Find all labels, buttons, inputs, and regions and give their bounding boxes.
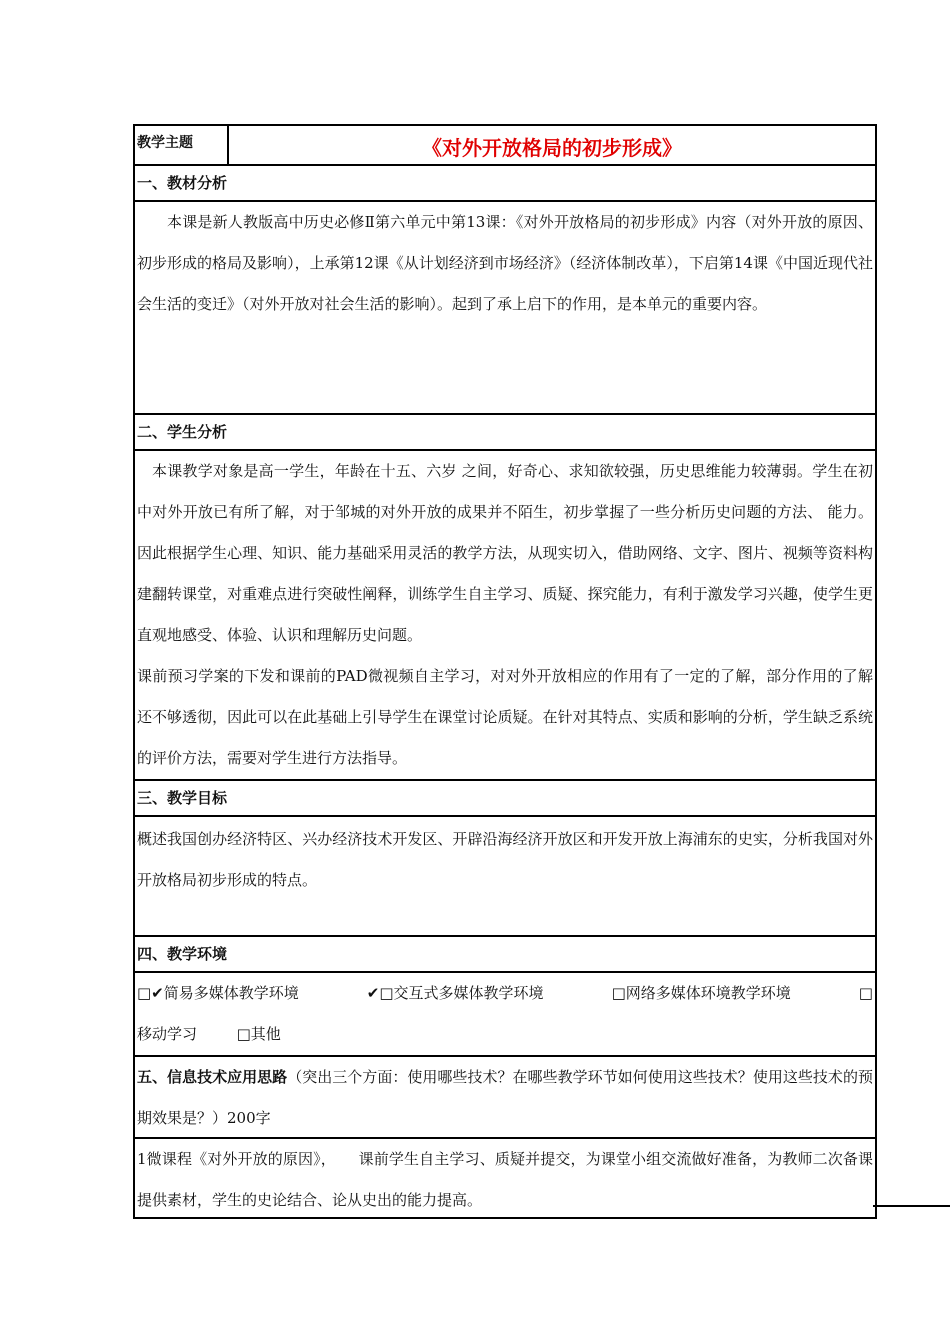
section-heading-it-application <box>135 1057 875 1139</box>
section-heading-students: 二、学生分析 <box>135 415 875 451</box>
env-option-other[interactable]: □其他 <box>236 1025 281 1043</box>
env-option-interactive-multimedia[interactable]: ✔□交互式多媒体教学环境 <box>366 984 544 1002</box>
section-heading-materials: 一、教材分析 <box>135 166 875 202</box>
it-application-text: 1微课程《对外开放的原因》， 课前学生自主学习、质疑并提交，为课堂小组交流做好准备，为教师二次备课提供素材，学生的史论结合、论从史出的能力提高。 <box>135 1139 875 1219</box>
materials-analysis-text: 本课是新人教版高中历史必修Ⅱ第六单元中第13课：《对外开放格局的初步形成》内容（对外开放的原因、初步形成的格局及影响），上承第12课《从计划经济到市场经济》（经济体制改革），下启第14课《中国近现代社会生活的变迁》（对外开放对社会生活的影响）。起到了承上启下的作用，是本单元的重要内容。 <box>135 202 875 415</box>
students-analysis-text-1: 本课教学对象是高一学生，年龄在十五、六岁 之间，好奇心、求知欲较强，历史思维能力较薄弱。学生在初中对外开放已有所了解，对于邹城的对外开放的成果并不陌生，初步掌握了一些分析历史问题的方法、 能力。因此根据学生心理、知识、能力基础采用灵活的教学方法，从现实切入，借助网络、文字、图片、视频等资料构建翻转课堂，对重难点进行突破性阐释，训练学生自主学习、质疑、探究能力，有利于激发学习兴趣，使学生更直观地感受、体验、认识和理解历史问题。 <box>137 462 873 644</box>
env-option-simple-multimedia[interactable]: □✔简易多媒体教学环境 <box>137 984 299 1002</box>
section-heading-environment: 四、教学环境 <box>135 937 875 973</box>
table-edge-line <box>873 1205 950 1207</box>
env-option-network-multimedia[interactable]: □网络多媒体环境教学环境 <box>611 984 791 1002</box>
students-analysis-text-2: 课前预习学案的下发和课前的PAD微视频自主学习，对对外开放相应的作用有了一定的了解，部分作用的了解还不够透彻，因此可以在此基础上引导学生在课堂讨论质疑。在针对其特点、实质和影响的分析，学生缺乏系统的评价方法，需要对学生进行方法指导。 <box>137 667 873 767</box>
env-option-mobile-label: 移动学习 <box>137 1025 198 1043</box>
env-option-mobile-checkbox[interactable]: □ <box>858 984 873 1002</box>
title-row <box>135 126 875 166</box>
lesson-title: 《对外开放格局的初步形成》 <box>422 136 682 160</box>
teaching-objectives-text: 概述我国创办经济特区、兴办经济技术开发区、开辟沿海经济开放区和开发开放上海浦东的史实，分析我国对外开放格局初步形成的特点。 <box>135 817 875 937</box>
topic-label: 教学主题 <box>135 126 229 164</box>
lesson-plan-table <box>133 124 877 1219</box>
it-application-prompt: （突出三个方面：使用哪些技术？在哪些教学环节如何使用这些技术？使用这些技术的预期效果是？）200字 <box>137 1068 873 1127</box>
environment-options <box>135 973 875 1057</box>
students-analysis-cell <box>135 451 875 781</box>
section-heading-objectives: 三、教学目标 <box>135 781 875 817</box>
it-application-heading: 五、信息技术应用思路 <box>137 1068 288 1086</box>
